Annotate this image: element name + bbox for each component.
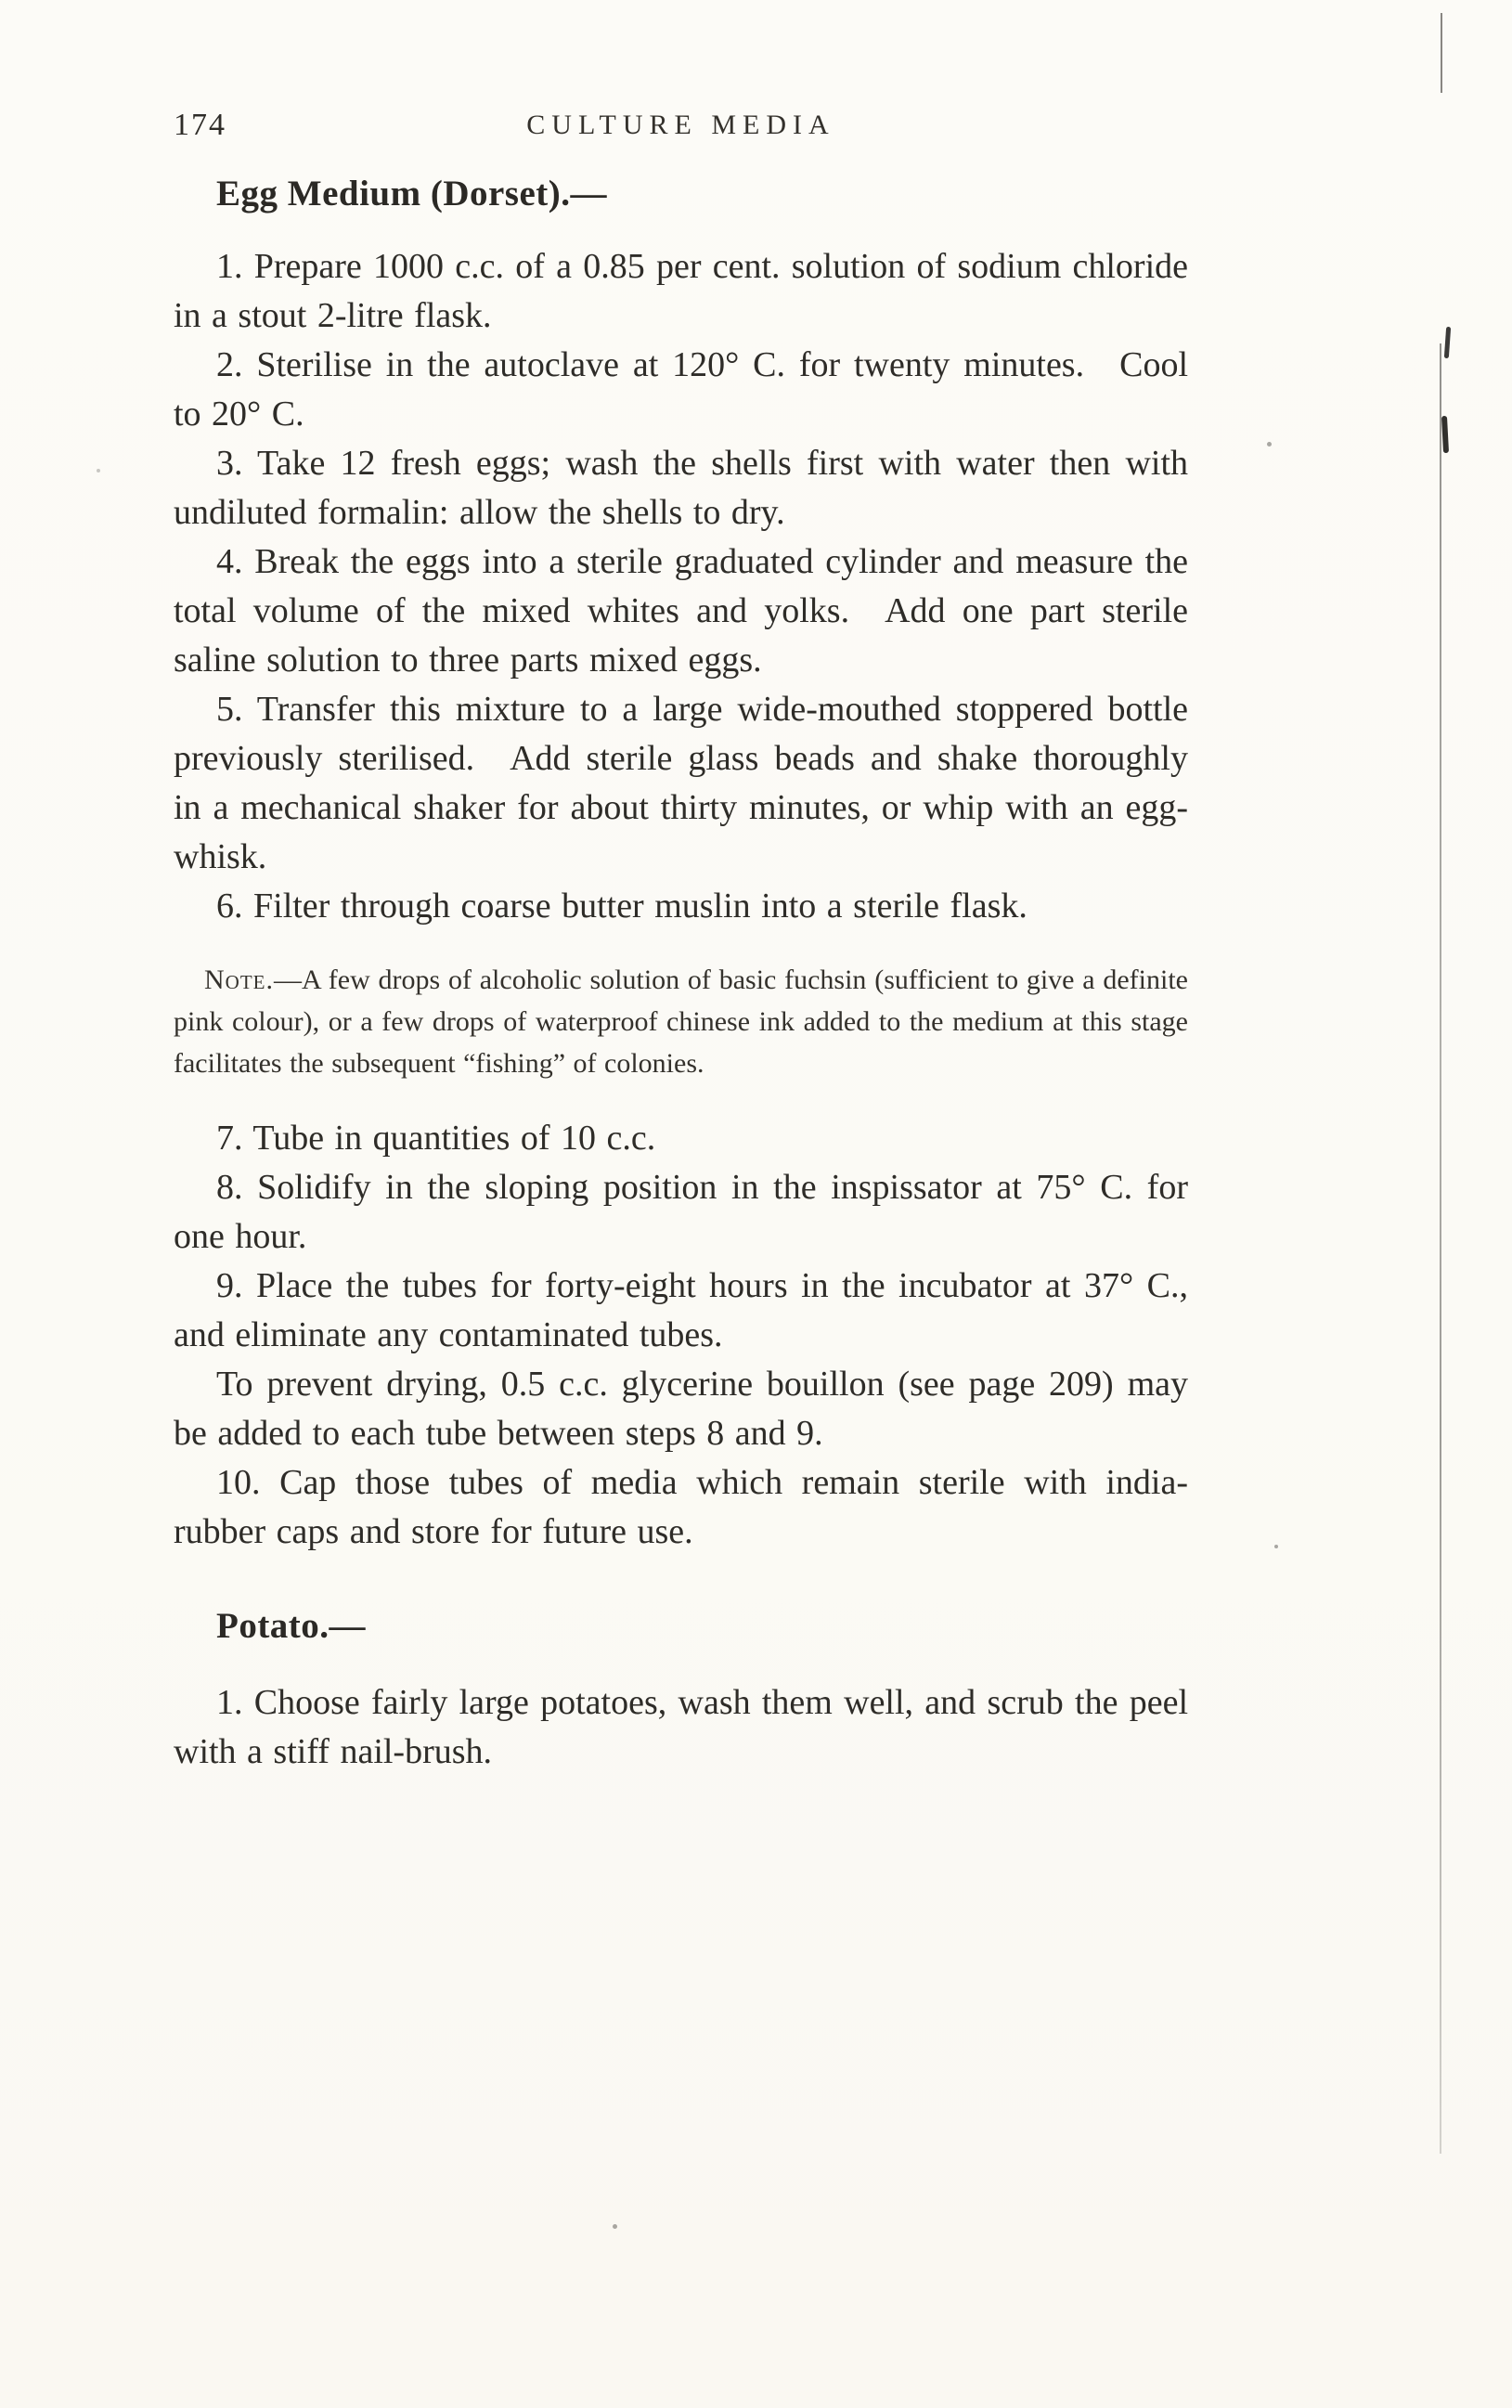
page-edge-mark-top — [1441, 13, 1442, 93]
page-number: 174 — [174, 108, 226, 142]
step-paragraph: 9. Place the tubes for forty-eight hours in the incubator at 37° C., and eliminate any contaminated tubes. — [174, 1266, 1188, 1354]
scan-speck — [613, 2224, 617, 2229]
step-paragraph: 3. Take 12 fresh eggs; wash the shells first with water then with undiluted formalin: allow the shells to dry. — [174, 444, 1188, 532]
step-paragraph: 6. Filter through coarse butter muslin into a sterile flask. — [216, 887, 1027, 926]
step-paragraph: 7. Tube in quantities of 10 c.c. — [216, 1119, 656, 1158]
step-paragraph: To prevent drying, 0.5 c.c. glycerine bouillon (see page 209) may be added to each tube between steps 8 and 9. — [174, 1365, 1188, 1453]
page-content — [174, 173, 1188, 1777]
scan-speck — [1274, 1545, 1278, 1548]
page-edge-line — [1440, 343, 1441, 2154]
running-header: CULTURE MEDIA — [526, 110, 835, 140]
scan-speck — [1267, 442, 1272, 447]
note-text: —A few drops of alcoholic solution of basic fuchsin (sufficient to give a definite pink colour), or a few drops of waterproof chinese ink added to the medium at this stage facilitates the subsequent “fishing” of colonies. — [174, 964, 1188, 1079]
step-paragraph: 1. Choose fairly large potatoes, wash them well, and scrub the peel with a stiff nail-brush. — [174, 1683, 1188, 1771]
step-paragraph: 4. Break the eggs into a sterile graduated cylinder and measure the total volume of the mixed whites and yolks. Add one part sterile saline solution to three parts mixed eggs. — [174, 542, 1188, 680]
ink-mark — [1441, 416, 1449, 453]
step-paragraph: 1. Prepare 1000 c.c. of a 0.85 per cent. solution of sodium chloride in a stout 2-litre flask. — [174, 247, 1188, 335]
step-paragraph: 5. Transfer this mixture to a large wide-mouthed stoppered bottle previously sterilised. Add sterile glass beads and shake thoroughly in a mechanical shaker for about thirty minutes, or whip with an egg-whisk. — [174, 690, 1188, 876]
step-paragraph: 8. Solidify in the sloping position in the inspissator at 75° C. for one hour. — [174, 1168, 1188, 1256]
egg-medium-heading: Egg Medium (Dorset).— — [216, 174, 608, 214]
note-label: Note. — [204, 964, 274, 995]
step-paragraph: 10. Cap those tubes of media which remain sterile with india-rubber caps and store for future use. — [174, 1463, 1188, 1551]
ink-mark — [1444, 327, 1451, 358]
page-header — [174, 104, 1188, 149]
step-paragraph: 2. Sterilise in the autoclave at 120° C. for twenty minutes. Cool to 20° C. — [174, 345, 1188, 434]
potato-heading: Potato.— — [216, 1606, 367, 1646]
note-paragraph — [174, 959, 1188, 1084]
scan-speck — [97, 469, 100, 473]
